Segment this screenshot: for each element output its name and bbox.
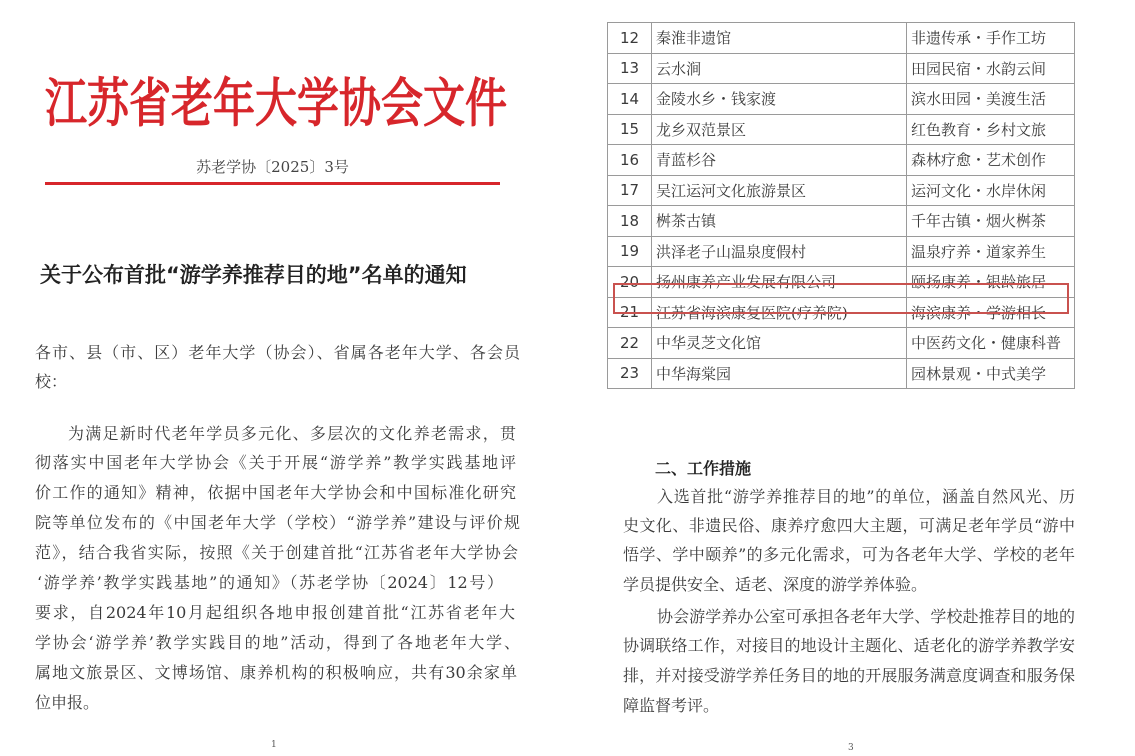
destination-theme: 红色教育・乡村文旅 [907,114,1075,145]
table-row [608,53,1075,84]
table-row [608,206,1075,237]
table-row [608,236,1075,267]
body-line: 悟学、学中颐养”的多元化需求，可为各老年大学、学校的老年 [623,545,1075,564]
destination-name: 洪泽老子山温泉度假村 [652,236,907,267]
destination-theme: 千年古镇・烟火桝茶 [907,206,1075,237]
document-header: 江苏省老年大学协会文件 [45,72,508,134]
body-line: ‘游学养’教学实践基地”的通知》（苏老学协〔2024〕12号） [37,573,503,592]
destination-name: 龙乡双范景区 [652,114,907,145]
destination-name: 云水涧 [652,53,907,84]
body-line: 要求，自2024年10月起组织各地申报创建首批“江苏省老年大 [35,603,515,622]
body-line: 排，并对接受游学养任务目的地的开展服务满意度调查和服务保 [623,666,1075,685]
destination-name: 秦淮非遗馆 [652,23,907,54]
red-divider [45,182,500,185]
document-title: 关于公布首批“游学养推荐目的地”名单的通知 [40,263,467,287]
destination-theme: 运河文化・水岸休闲 [907,175,1075,206]
body-line: 范》，结合我省实际，按照《关于创建首批“江苏省老年大学协会 [35,543,518,562]
table-row [608,175,1075,206]
body-line: 学员提供安全、适老、深度的游学养体验。 [623,575,928,594]
destination-name: 吴江运河文化旅游景区 [652,175,907,206]
row-number: 18 [608,206,652,237]
table-row [608,328,1075,359]
table-row [608,23,1075,54]
row-number: 17 [608,175,652,206]
body-line: 各市、县（市、区）老年大学（协会）、省属各老年大学、各会员 [35,343,520,362]
body-line: 位申报。 [35,693,100,712]
destination-table [607,22,1075,389]
row-number: 12 [608,23,652,54]
body-line: 障监督考评。 [623,696,720,715]
body-line: 院等单位发布的《中国老年大学（学校）“游学养”建设与评价规 [35,513,520,532]
destination-theme: 颐扬康养・银龄旅居 [907,267,1075,298]
destination-theme: 中医药文化・健康科普 [907,328,1075,359]
destination-theme: 滨水田园・美渡生活 [907,84,1075,115]
row-number: 15 [608,114,652,145]
body-line: 为满足新时代老年学员多元化、多层次的文化养老需求，贯 [68,424,516,443]
row-number: 23 [608,358,652,389]
body-line: 校： [35,372,68,391]
table-row [608,145,1075,176]
body-line: 学协会‘游学养’教学实践目的地”活动，得到了各地老年大学、 [35,633,520,652]
document-number: 苏老学协〔2025〕3号 [196,158,349,176]
table-row [608,84,1075,115]
table-row [608,358,1075,389]
body-line: 史文化、非遗民俗、康养疗愈四大主题，可满足老年学员“游中 [623,516,1075,535]
destination-name: 桝茶古镇 [652,206,907,237]
destination-theme: 非遗传承・手作工坊 [907,23,1075,54]
destination-name: 中华灵芝文化馆 [652,328,907,359]
row-number: 22 [608,328,652,359]
destination-name: 江苏省海滨康复医院(疗养院) [652,297,907,328]
destination-theme: 海滨康养・学游相长 [907,297,1075,328]
destination-theme: 田园民宿・水韵云间 [907,53,1075,84]
body-line: 协调联络工作，对接目的地设计主题化、适老化的游学养教学安 [623,636,1075,655]
row-number: 16 [608,145,652,176]
row-number: 21 [608,297,652,328]
destination-name: 扬州康养产业发展有限公司 [652,267,907,298]
table-row [608,114,1075,145]
section-heading: 二、工作措施 [655,459,752,478]
destination-name: 中华海棠园 [652,358,907,389]
highlight-box [613,283,1069,314]
row-number: 19 [608,236,652,267]
row-number: 20 [608,267,652,298]
body-line: 彻落实中国老年大学协会《关于开展“游学养”教学实践基地评 [35,453,516,472]
row-number: 14 [608,84,652,115]
destination-theme: 森林疗愈・艺术创作 [907,145,1075,176]
body-line: 价工作的通知》精神，依据中国老年大学协会和中国标准化研究 [35,483,516,502]
page-number: 1 [271,740,277,750]
body-line: 属地文旅景区、文博场馆、康养机构的积极响应，共有30余家单 [35,663,517,682]
row-number: 13 [608,53,652,84]
destination-name: 青蓝杉谷 [652,145,907,176]
page-number: 3 [848,743,854,753]
destination-name: 金陵水乡・钱家渡 [652,84,907,115]
destination-theme: 园林景观・中式美学 [907,358,1075,389]
destination-theme: 温泉疗养・道家养生 [907,236,1075,267]
body-line: 入选首批“游学养推荐目的地”的单位，涵盖自然风光、历 [657,487,1075,506]
body-line: 协会游学养办公室可承担各老年大学、学校赴推荐目的地的 [657,607,1075,626]
